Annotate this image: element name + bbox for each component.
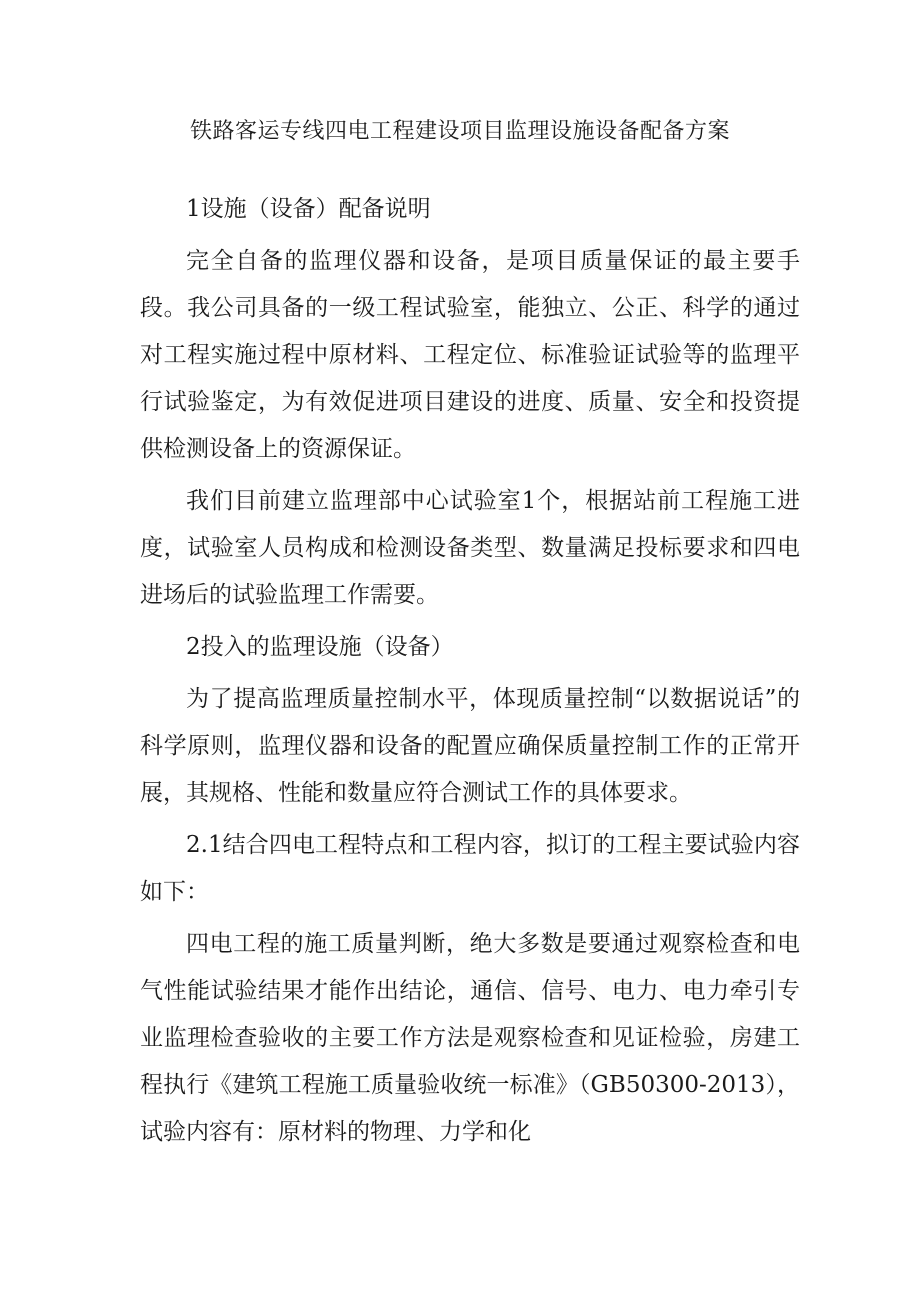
paragraph: 四电工程的施工质量判断，绝大多数是要通过观察检查和电气性能试验结果才能作出结论，通信、信号、电力、电力牵引专业监理检查验收的主要工作方法是观察检查和见证检验，房建工程执行《建筑工程施工质量验收统一标准》（GB50300-2013），试验内容有：原材料的物理、力学和化 xyxy=(140,931,800,1145)
paragraph: 完全自备的监理仪器和设备，是项目质量保证的最主要手段。我公司具备的一级工程试验室，能独立、公正、科学的通过对工程实施过程中原材料、工程定位、标准验证试验等的监理平行试验鉴定，为有效促进项目建设的进度、质量、安全和投资提供检测设备上的资源保证。 xyxy=(140,248,800,462)
section-heading: 2投入的监理设施（设备） xyxy=(186,634,454,660)
section-heading: 1设施（设备）配备说明 xyxy=(186,196,431,222)
paragraph: 我们目前建立监理部中心试验室1个，根据站前工程施工进度，试验室人员构成和检测设备类型、数量满足投标要求和四电进场后的试验监理工作需要。 xyxy=(140,488,800,608)
paragraph: 2.1结合四电工程特点和工程内容，拟订的工程主要试验内容如下： xyxy=(140,832,800,905)
document-title: 铁路客运专线四电工程建设项目监理设施设备配备方案 xyxy=(189,119,730,144)
document-body xyxy=(140,186,800,1161)
paragraph: 为了提高监理质量控制水平，体现质量控制“以数据说话”的科学原则，监理仪器和设备的配置应确保质量控制工作的正常开展，其规格、性能和数量应符合测试工作的具体要求。 xyxy=(140,686,800,806)
